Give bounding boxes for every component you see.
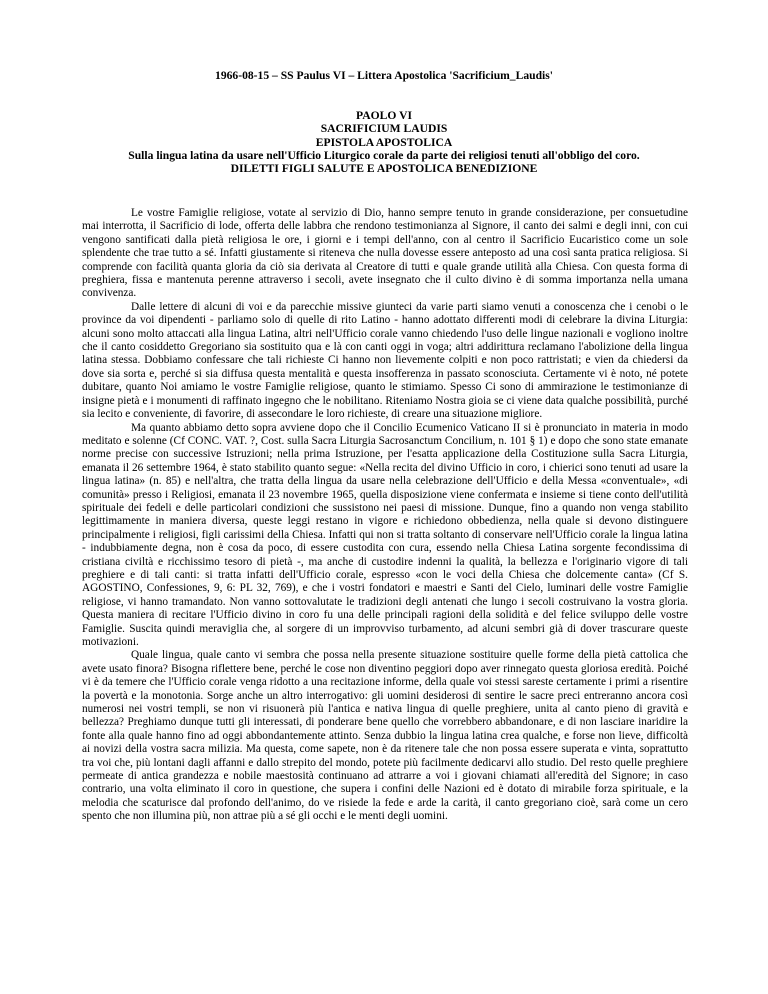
- letter-title: SACRIFICIUM LAUDIS: [320, 122, 448, 136]
- letter-heading: [60, 109, 708, 175]
- paragraph-3: Ma quanto abbiamo detto sopra avviene dopo che il Concilio Ecumenico Vaticano II si è pronunciato in materia in modo meditato e solenne (Cf CONC. VAT. ?, Cost. sulla Sacra Liturgia Sacrosanctum Concilium, n. 101 § 1) e dopo che sono state emanate norme precise con successive Istruzioni; nella prima Istruzione, per l'esatta applicazione della Costituzione sulla Sacra Liturgia, emanata il 26 settembre 1964, è stato stabilito quanto segue: «Nella recita del divino Ufficio in coro, i chierici sono tenuti ad usare la lingua latina» (n. 85) e nell'altra, che tratta della lingua da usare nella celebrazione dell'Ufficio e della Messa «conventuale», «di comunità» presso i Religiosi, emanata il 23 novembre 1965, quella disposizione viene confermata e insieme si tiene conto dell'utilità spirituale dei fedeli e delle particolari condizioni che sussistono nei paesi di missione. Dunque, fino a quando non venga stabilito legittimamente in maniera diversa, queste leggi restano in vigore e richiedono obbedienza, nella quale si devono distinguere principalmente i religiosi, figli carissimi della Chiesa. Infatti qui non si tratta soltanto di conservare nell'Ufficio corale la lingua latina - indubbiamente degna, non è cosa da poco, di essere custodita con cura, essendo nella Chiesa Latina sorgente fecondissima di cristiana civiltà e ricchissimo tesoro di pietà -, ma anche di custodire indenni la qualità, la bellezza e l'originario vigore di tali preghiere e di tali canti: si tratta infatti dell'Ufficio corale, espresso «con le voci della Chiesa che dolcemente canta» (Cf S. AGOSTINO, Confessiones, 9, 6: PL 32, 769), e che i vostri fondatori e maestri e Santi del Cielo, luminari delle vostre Famiglie religiose, vi hanno tramandato. Non vanno sottovalutate le tradizioni degli antenati che lungo i secoli costruivano la vostra gloria. Questa maniera di recitare l'Ufficio divino in coro fu una delle principali ragioni della solidità e del felice sviluppo delle vostre Famiglie. Suscita quindi meraviglia che, al sorgere di un improvviso turbamento, ad alcuni sembri già di dover trascurare queste motivazioni.: [82, 421, 688, 648]
- letter-subject: Sulla lingua latina da usare nell'Ufficio Liturgico corale da parte dei religiosi tenuti all'obbligo del coro.: [128, 148, 640, 162]
- letter-greeting: DILETTI FIGLI SALUTE E APOSTOLICA BENEDIZIONE: [230, 162, 538, 176]
- letter-type: EPISTOLA APOSTOLICA: [315, 135, 453, 149]
- author-name: PAOLO VI: [356, 109, 412, 122]
- paragraph-1: Le vostre Famiglie religiose, votate al servizio di Dio, hanno sempre tenuto in grande considerazione, per consuetudine mai interrotta, il Sacrificio di lode, offerta delle labbra che rendono testimonianza al Signore, il canto dei salmi e degli inni, con cui vengono santificati dalla pietà religiosa le ore, i giorni e i tempi dell'anno, con al centro il Sacrificio Eucaristico come un sole splendente che trae tutto a sé. Infatti giustamente si riteneva che nulla dovesse essere anteposto ad una così santa pratica religiosa. Si comprende con facilità quanta gloria da ciò sia derivata al Creatore di tutti e quale grande utilità alla Chiesa. Con questa forma di preghiera, fissa e mantenuta perenne attraverso i secoli, avete insegnato che il culto divino è di somma importanza nella umana convivenza.: [82, 207, 688, 300]
- paragraph-4: Quale lingua, quale canto vi sembra che possa nella presente situazione sostituire quelle forme della pietà cattolica che avete usato finora? Bisogna riflettere bene, perché le cose non diventino peggiori dopo aver rinnegato questa gloriosa eredità. Poiché vi è da temere che l'Ufficio corale venga ridotto a una recitazione informe, della quale voi stessi sareste certamente i primi a risentire la povertà e la monotonia. Sorge anche un altro interrogativo: gli uomini desiderosi di sentire le sacre preci entreranno ancora così numerosi nei vostri templi, se non vi risuonerà più l'antica e nativa lingua di quelle preghiere, unita al canto pieno di gravità e bellezza? Preghiamo dunque tutti gli interessati, di ponderare bene quello che vorrebbero abbandonare, e di non lasciare inaridire la fonte alla quale hanno fino ad oggi abbondantemente attinto. Senza dubbio la lingua latina crea qualche, e forse non lieve, difficoltà ai novizi della vostra sacra milizia. Ma questa, come sapete, non è da ritenere tale che non possa essere superata e vinta, soprattutto tra voi che, più lontani dagli affanni e dallo strepito del mondo, potete più facilmente dedicarvi allo studio. Del resto quelle preghiere permeate di antica grandezza e nobile maestosità continuano ad attrarre a voi i giovani chiamati all'eredità del Signore; in caso contrario, una volta eliminato il coro in questione, che supera i confini delle Nazioni ed è dotato di mirabile forza spirituale, e la melodia che scaturisce dal profondo dell'animo, do ve risiede la fede e arde la carità, il canto gregoriano cioè, sarà come un cero spento che non illumina più, non attrae più a sé gli occhi e le menti degli uomini.: [82, 649, 688, 823]
- letter-body: [82, 207, 688, 824]
- document-title: 1966-08-15 – SS Paulus VI – Littera Apostolica 'Sacrificium_Laudis': [215, 69, 553, 82]
- paragraph-2: Dalle lettere di alcuni di voi e da parecchie missive giunteci da varie parti siamo venuti a conoscenza che i cenobi o le province da voi dipendenti - parliamo solo di quelle di rito Latino - hanno adottato differenti modi di celebrare la divina Liturgia: alcuni sono molto attaccati alla lingua Latina, altri nell'Ufficio corale vanno chiedendo l'uso delle lingue nazionali e vogliono inoltre che il canto cosiddetto Gregoriano sia sostituito qua e là con canti oggi in voga; altri addirittura reclamano l'abolizione della lingua latina stessa. Dobbiamo confessare che tali richieste Ci hanno non lievemente colpiti e non poco rattristati; e vien da chiedersi da dove sia sorta e, perché si sia diffusa questa mentalità e questa insofferenza in passato sconosciuta. Certamente vi è noto, né potete dubitare, quanto Noi amiamo le vostre Famiglie religiose, quanto le stimiamo. Spesso Ci sono di ammirazione le testimonianze di insigne pietà e i monumenti di raffinato ingegno che le nobilitano. Riteniamo Nostra gioia se ci viene data qualche possibilità, purché sia lecito e conveniente, di favorire, di assecondare le loro richieste, di creare una situazione migliore.: [82, 300, 688, 421]
